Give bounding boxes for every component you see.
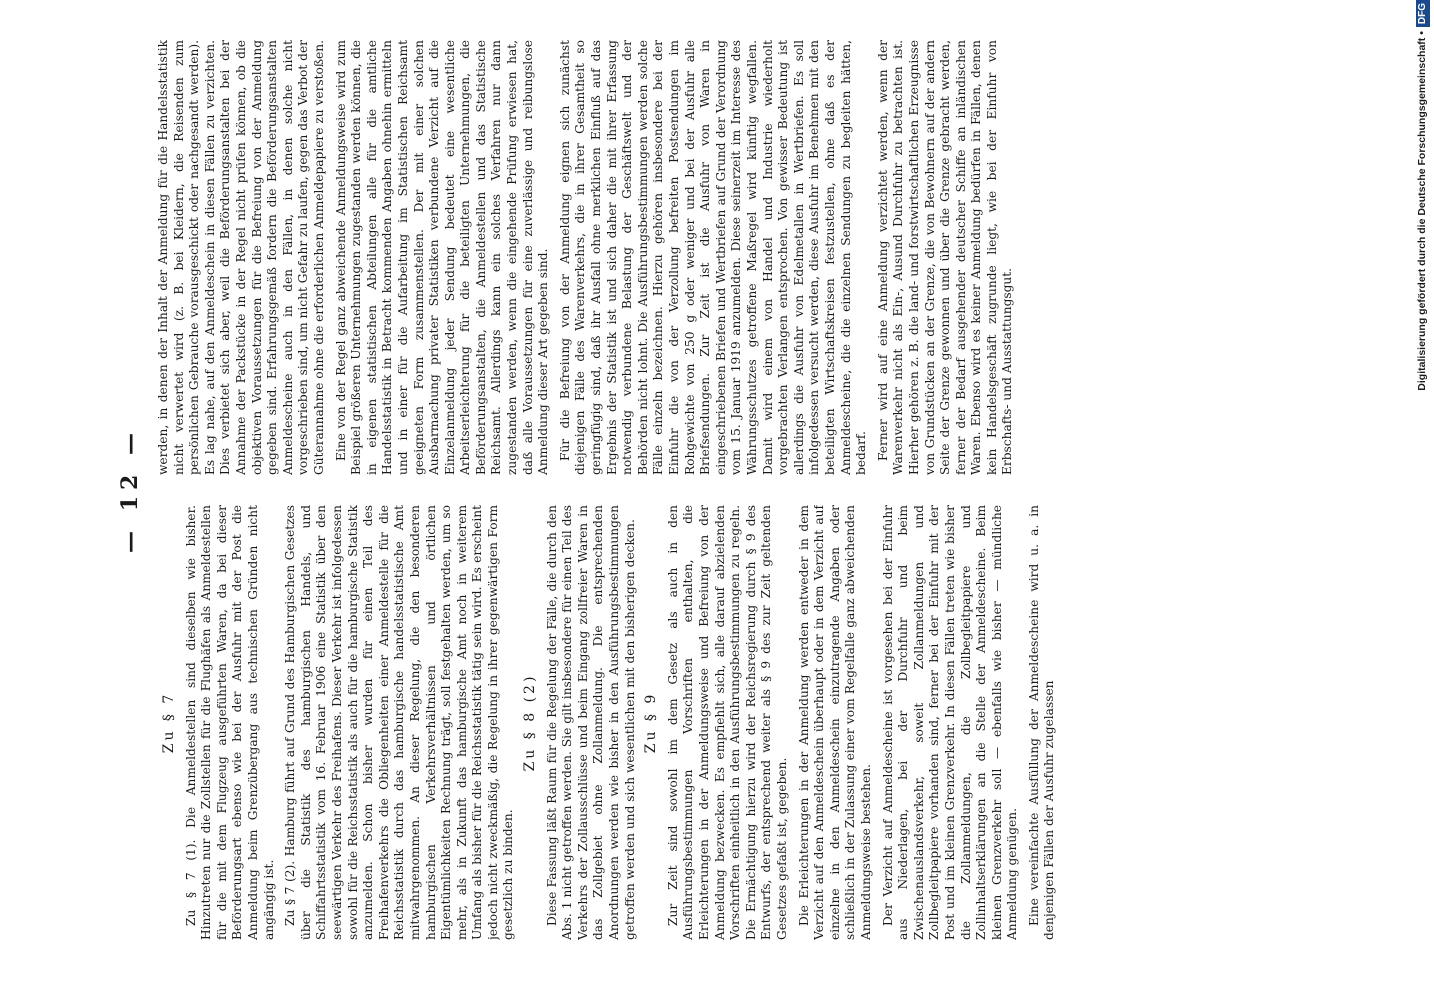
paragraph: Eine vereinfachte Ausfüllung der Anmeldescheine wird u. a. in denjenigen Fällen der Ausfuhr zugelassen [1026, 505, 1057, 940]
section-heading-par7: Zu § 7 [161, 691, 177, 754]
digitization-stamp [1413, 0, 1431, 990]
text-columns [156, 40, 1316, 940]
paragraph: Zu § 7 (1). Die Anmeldestellen sind dieselben wie bisher. Hinzutreten nur die Zollstellen für die Flughäfen als Anmeldestellen für die mit dem Flugzeug ausgeführten Waren, da bei dieser Beförderungsart ebenso wie bei der Ausfuhr mit der Post die Anmeldung beim Grenzübergang aus technischen Gründen nicht angängig ist. [183, 505, 276, 940]
paragraph: Für die Befreiung von der Anmeldung eignen sich zunächst diejenigen Fälle des Warenverkehrs, die in ihrer Gesamtheit so geringfügig sind, daß ihr Ausfall ohne merklichen Einfluß auf das Ergebnis der Statistik ist und sich daher die mit ihrer Erfassung notwendig verbundene Belastung der Geschäftswelt und der Behörden nicht lohnt. Die Ausführungsbestimmungen werden solche Fälle einzeln bezeichnen. Hierzu gehören insbesondere bei der Einfuhr die von der Verzollung befreiten Postsendungen im Rohgewichte von 250 g oder weniger und bei der Ausfuhr alle Briefsendungen. Zur Zeit ist die Ausfuhr von Waren in eingeschriebenen Briefen und Wertbriefen auf Grund der Verordnung vom 15. Januar 1919 anzumelden. Diese seinerzeit im Interesse des Währungsschutzes getroffene Maßregel wird künftig wegfallen. Damit wird einem von Handel und Industrie wiederholt vorgebrachten Verlangen entsprochen. Von gewisser Bedeutung ist allerdings die Ausfuhr von Edelmetallen in Wertbriefen. Es soll infolgedessen versucht werden, diese Ausfuhr im Benehmen mit den beteiligten Wirtschaftskreisen festzustellen, ohne daß es der Anmeldescheine, die die einzelnen Sendungen zu begleiten hätten, bedarf. [557, 40, 869, 475]
paragraph: Zur Zeit sind sowohl im dem Gesetz als auch in den Ausführungsbestimmungen Vorschriften enthalten, die Erleichterungen in der Anmeldungsweise und Befreiung von der Anmeldung bezwecken. Es empfiehlt sich, alle darauf abzielenden Vorschriften einheitlich in den Ausführungsbestimmungen zu regeln. Die Ermächtigung hierzu wird der Reichsregierung durch § 9 des Entwurfs, der entsprechend weiter als § 9 des zur Zeit geltenden Gesetzes gefaßt ist, gegeben. [665, 505, 789, 940]
left-column [156, 505, 1316, 940]
paragraph: Der Verzicht auf Anmeldescheine ist vorgesehen bei der Einfuhr aus Niederlagen, bei der Durchfuhr und beim Zwischenauslandsverkehr, soweit Zollanmeldungen und Zollbegleitpapiere vorhanden sind, ferner bei der Einfuhr mit der Post und im kleinen Grenzverkehr. In diesen Fällen treten wie bisher die Zollanmeldungen, die Zollbegleitpapiere und Zollinhaltserklärungen an die Stelle der Anmeldescheine. Beim kleinen Grenzverkehr soll — ebenfalls wie bisher — mündliche Anmeldung genügen. [880, 505, 1020, 940]
stamp-text: Digitalisierung gefördert durch die Deutsche Forschungsgemeinschaft • [1416, 31, 1428, 391]
dfg-logo: DFG [1416, 0, 1430, 27]
paragraph: Ferner wird auf eine Anmeldung verzichtet werden, wenn der Warenverkehr nicht als Ein-, Ausund Durchfuhr zu betrachten ist. Hierher gehören z. B. die land- und forstwirtschaftlichen Erzeugnisse von Grundstücken an der Grenze, die von Bewohnern auf der andern Seite der Grenze gewonnen und über die Grenze gebracht werden, ferner der Bedarf ausgehender deutscher Schiffe an inländischen Waren. Ebenso wird es keiner Anmeldung bedürfen in Fällen, denen kein Handelsgeschäft zugrunde liegt, wie bei der Einfuhr von Erbschafts- und Ausstattungsgut. [875, 40, 1015, 475]
paragraph: Eine von der Regel ganz abweichende Anmeldungsweise wird zum Beispiel größeren Unternehmungen zugestanden werden können, die in eigenen statistischen Abteilungen alle für die amtliche Handelsstatistik in Betracht kommenden Angaben ohnehin ermitteln und in einer für die Aufarbeitung im Statistischen Reichsamt geeigneten Form zusammenstellen. Der mit einer solchen Ausbarmachung privater Statistiken verbundene Verzicht auf die Einzelanmeldung jeder Sendung bedeutet eine wesentliche Arbeitserleichterung für die beteiligten Unternehmungen, die Beförderungsanstalten, die Anmeldestellen und das Statistische Reichsamt. Allerdings kann ein solches Verfahren nur dann zugestanden werden, wenn die eingehende Prüfung erwiesen hat, daß alle Voraussetzungen für eine zuverlässige und reibungslose Anmeldung dieser Art gegeben sind. [333, 40, 551, 475]
paragraph: werden, in denen der Inhalt der Anmeldung für die Handelsstatistik nicht verwertet wird (z. B. bei Kleidern, die Reisenden zum persönlichen Gebrauche vorausgeschickt oder nachgesandt werden). Es lag nahe, auf den Anmeldeschein in diesen Fällen zu verzichten. Dies verbietet sich aber, weil die Beförderungsanstalten bei der Annahme der Packstücke in der Regel nicht prüfen können, ob die objektiven Voraussetzungen für die Befreiung von der Anmeldung gegeben sind. Erfahrungsgemäß fordern die Beförderungsanstalten Anmeldescheine auch in den Fällen, in denen solche nicht vorgeschrieben sind, um nicht Gefahr zu laufen, gegen das Verbot der Güterannahme ohne die erforderlichen Anmeldepapiere zu verstoßen. [156, 40, 326, 475]
section-heading-par8: Zu § 8 (2) [522, 673, 539, 772]
paragraph: Diese Fassung läßt Raum für die Regelung der Fälle, die durch den Abs. 1 nicht getroffen werden. Sie gilt insbesondere für einen Teil des Verkehrs der Zollausschlüsse und beim Eingang zollfreier Waren in das Zollgebiet ohne Zollanmeldung. Die entsprechenden Anordnungen werden wie bisher in den Ausführungsbestimmungen getroffen werden und sich wesentlichen mit den bisherigen decken. [544, 505, 637, 940]
page-number: — 12 — [117, 427, 143, 553]
right-column [156, 40, 1316, 475]
paragraph: Zu § 7 (2). Hamburg führt auf Grund des Hamburgischen Gesetzes über die Statistik des hamburgischen Handels, und Schiffahrtsstatistik vom 16. Februar 1906 eine Statistik über den seewärtigen Verkehr des Freihafens. Dieser Verkehr ist infolgedessen sowohl für die Reichsstatistik als auch für die hamburgische Statistik anzumelden. Schon bisher wurden für einen Teil des Freihafenverkehrs die Obliegenheiten einer Anmeldestelle für die Reichsstatistik durch das hamburgische handelsstatistische Amt mitwahrgenommen. An dieser Regelung, die den besonderen hamburgischen Verkehrsverhältnissen und örtlichen Eigentümlichkeiten Rechnung trägt, soll festgehalten werden, um so mehr, als in Zukunft das hamburgische Amt noch in weiterem Umfang als bisher für die Reichsstatistik tätig sein wird. Es erscheint jedoch nicht zweckmäßig, die Regelung in ihrer gegenwärtigen Form gesetzlich zu binden. [283, 505, 516, 940]
scanned-page [110, 40, 1330, 940]
section-heading-par9: Zu § 9 [643, 691, 660, 754]
paragraph: Die Erleichterungen in der Anmeldung werden entweder in dem Verzicht auf den Anmeldeschein überhaupt oder in dem Verzicht auf einzelne in den Anmeldeschein einzutragende Angaben oder schließlich in der Zulassung einer vom Regelfalle ganz abweichenden Anmeldungsweise bestehen. [796, 505, 873, 940]
